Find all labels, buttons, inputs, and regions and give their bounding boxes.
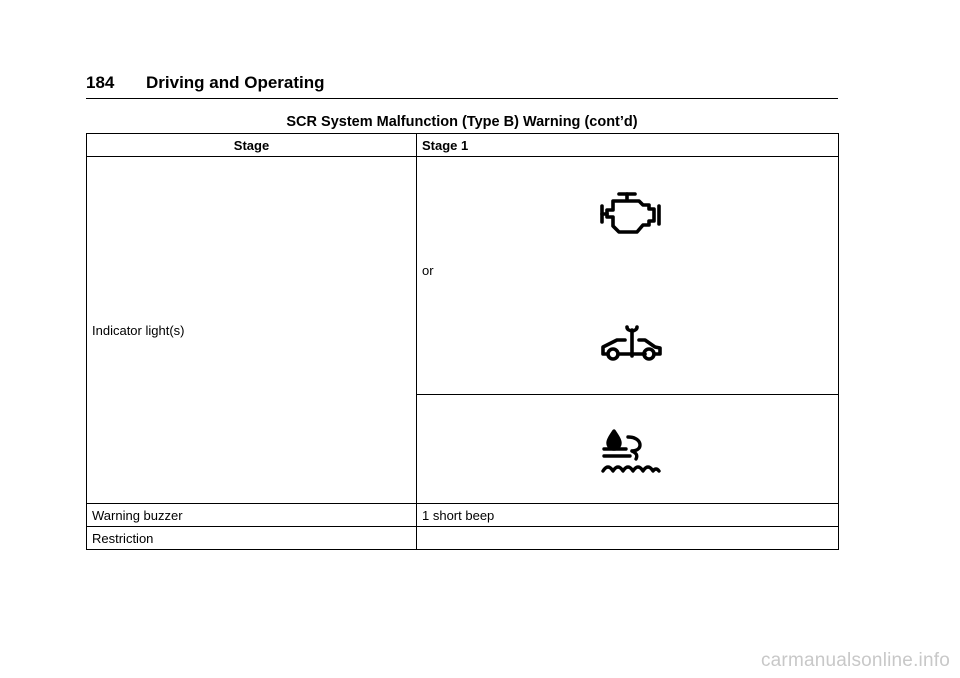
service-vehicle-icon <box>599 323 663 363</box>
page-header <box>86 72 838 99</box>
table-row <box>87 157 839 395</box>
indicator-icons-cell-fluid <box>417 394 839 503</box>
indicator-label-cell <box>87 157 417 504</box>
column-header-stage: Stage <box>87 134 417 157</box>
column-header-stage-1: Stage 1 <box>417 134 839 157</box>
table-title: SCR System Malfunction (Type B) Warning (cont’d) <box>286 114 638 130</box>
or-separator: or <box>422 263 434 278</box>
row-value: 1 short beep <box>417 504 839 527</box>
indicator-icons-cell <box>417 157 839 395</box>
table-row <box>87 504 839 527</box>
table-header-row <box>87 134 839 157</box>
page-number: 184 <box>86 73 115 92</box>
check-engine-icon <box>599 191 663 235</box>
indicator-label: Indicator light(s) <box>92 322 185 338</box>
table-row <box>87 527 839 550</box>
row-value <box>417 527 839 550</box>
watermark: carmanualsonline.info <box>760 650 950 671</box>
row-label: Warning buzzer <box>87 504 417 527</box>
warning-table <box>86 133 839 550</box>
diesel-exhaust-fluid-icon <box>600 427 662 479</box>
section-title: Driving and Operating <box>146 73 325 92</box>
row-label: Restriction <box>87 527 417 550</box>
